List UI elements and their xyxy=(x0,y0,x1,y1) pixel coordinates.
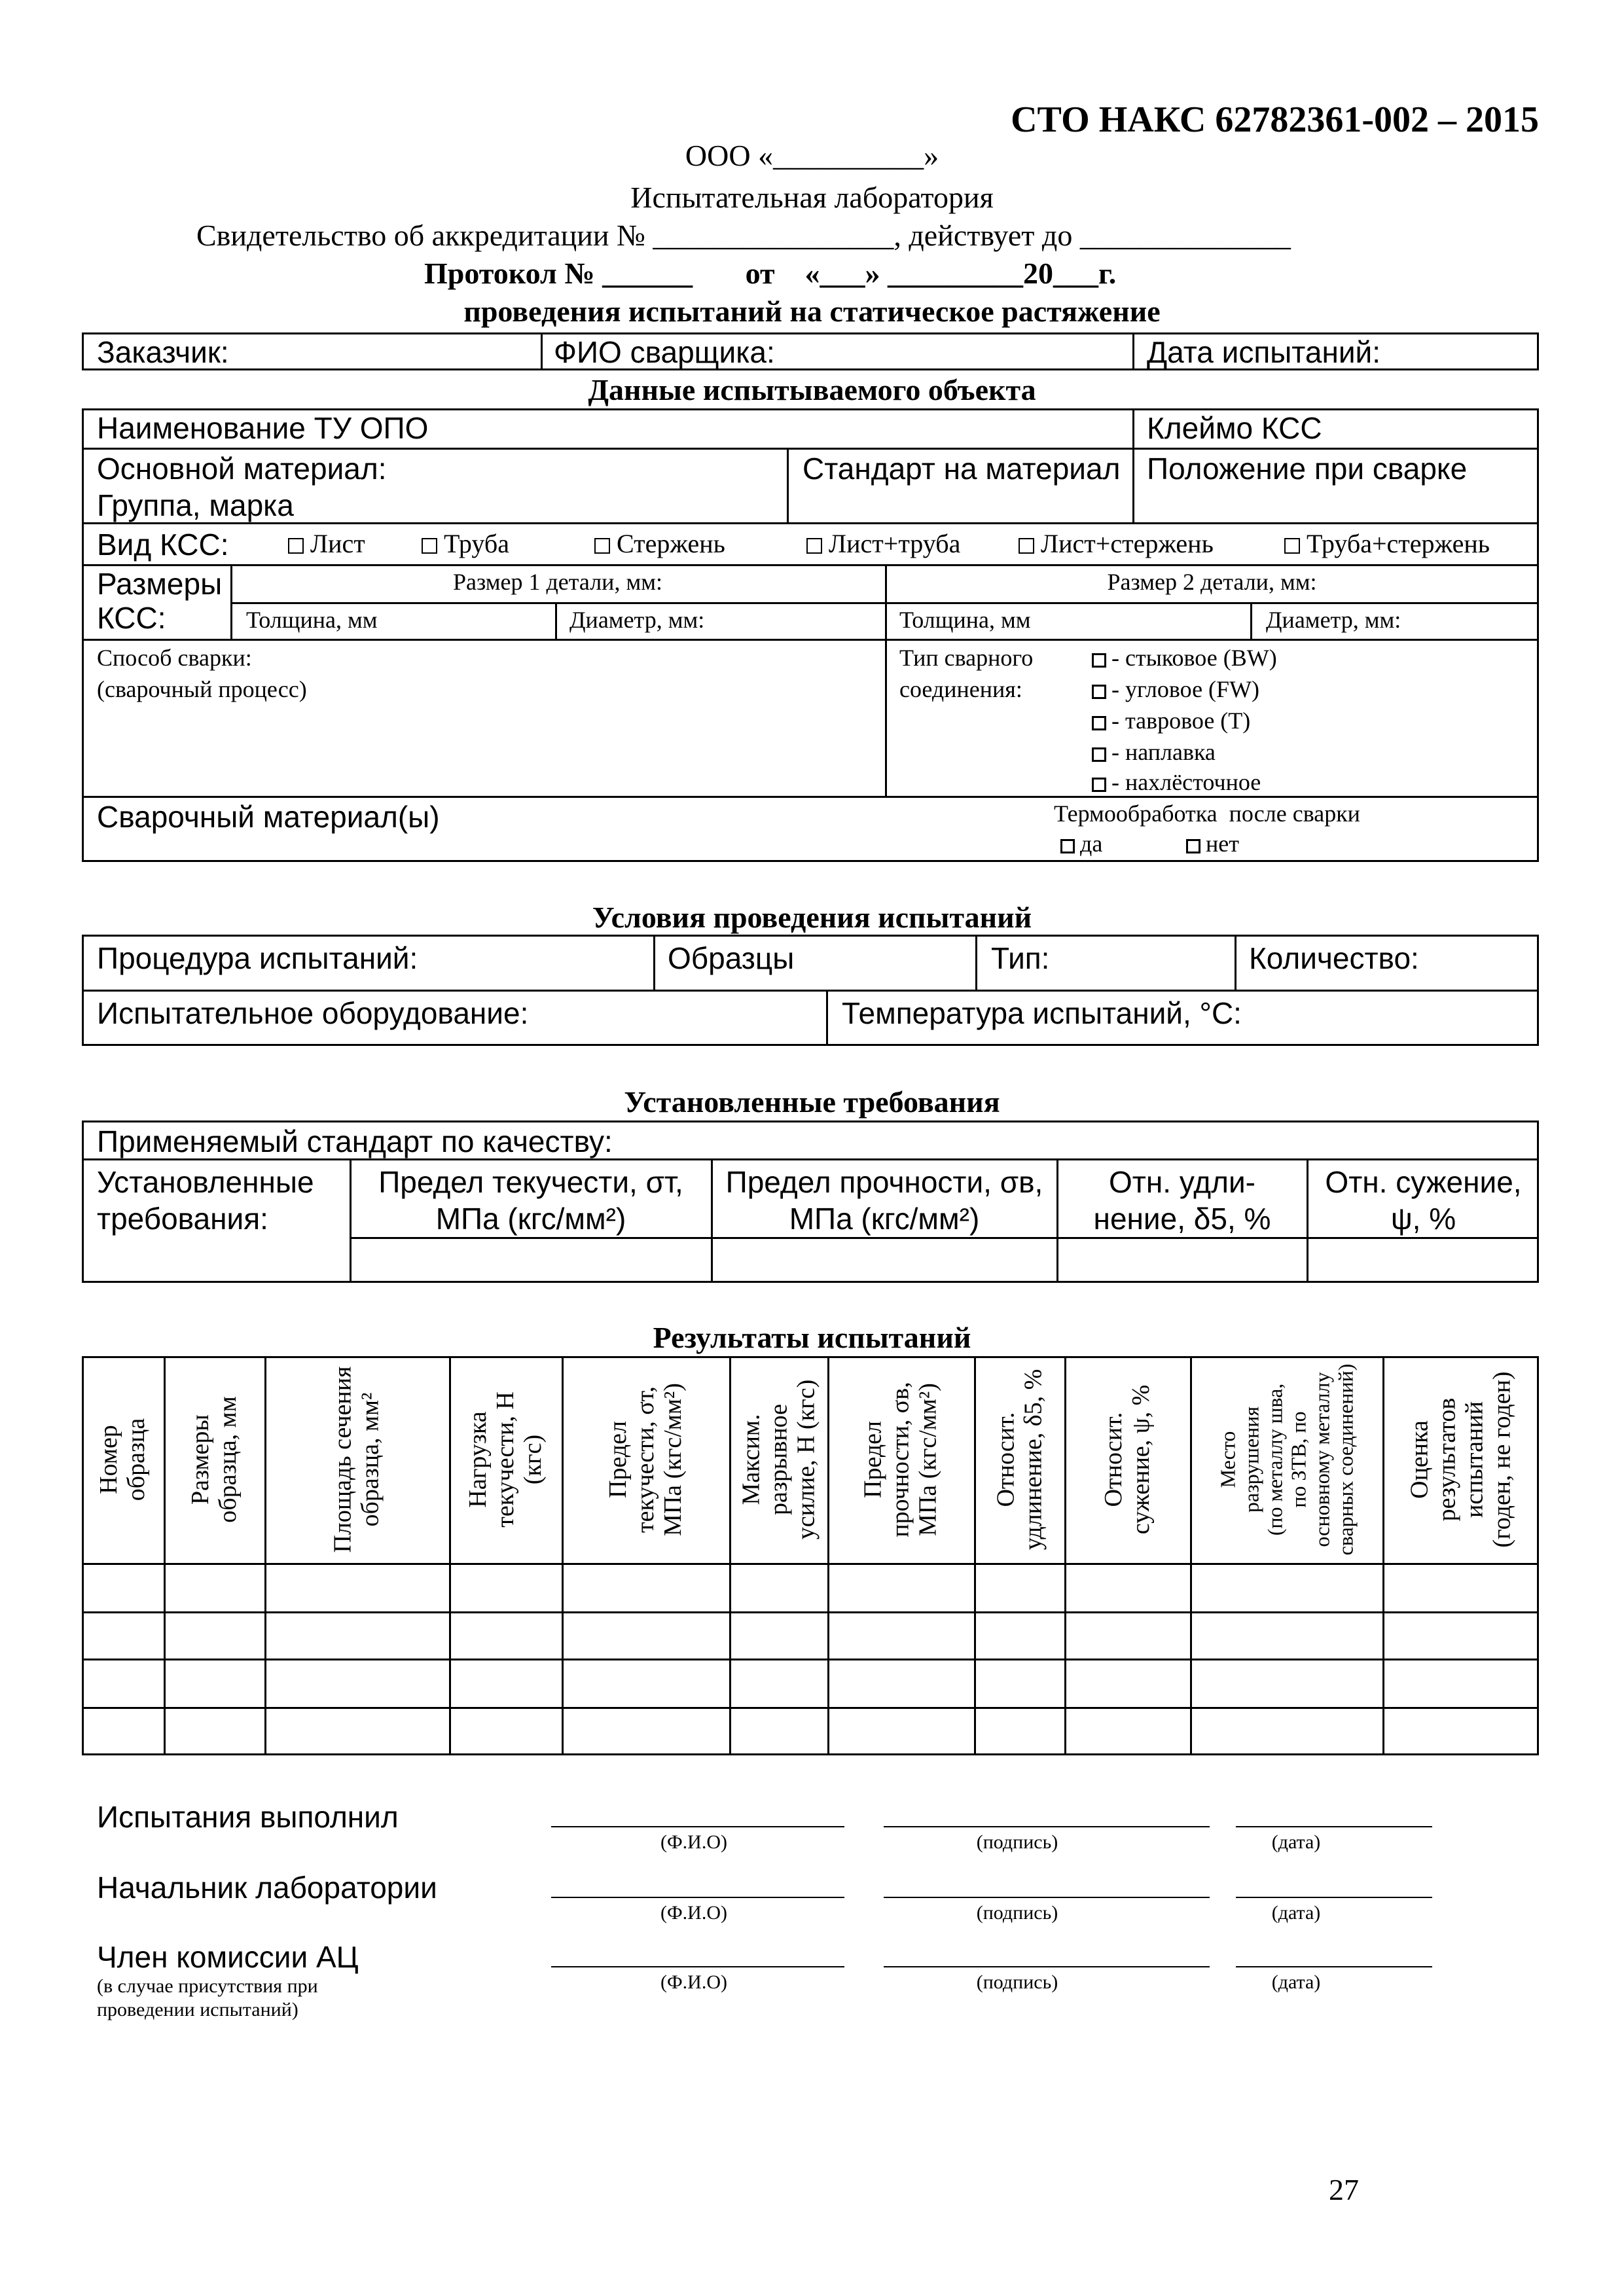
results-table-cell[interactable] xyxy=(729,1563,827,1611)
quantity-label: Количество: xyxy=(1249,941,1419,975)
temperature-label: Температура испытаний, °С: xyxy=(842,996,1242,1030)
weld-position-label: Положение при сварке xyxy=(1147,452,1468,486)
part2-size-label: Размер 2 детали, мм: xyxy=(1107,569,1317,595)
thickness2-label: Толщина, мм xyxy=(899,607,1031,633)
group-grade-label: Группа, марка xyxy=(97,488,294,522)
results-table-cell[interactable] xyxy=(1382,1659,1539,1707)
kss-type-label: Вид КСС: xyxy=(97,528,229,562)
signature-caption-sign: (подпись) xyxy=(976,1902,1058,1924)
results-column-header: Нагрузка текучести, Н (кгс) xyxy=(464,1391,547,1528)
heat-treatment-no[interactable]: нет xyxy=(1186,830,1239,857)
results-table-cell[interactable] xyxy=(1190,1563,1382,1611)
results-table-cell[interactable] xyxy=(1064,1659,1190,1707)
results-section-title: Результаты испытаний xyxy=(653,1321,971,1354)
signature-line[interactable] xyxy=(551,1897,844,1898)
results-table-cell[interactable] xyxy=(164,1563,264,1611)
checkbox-icon[interactable] xyxy=(1186,839,1200,853)
heat-treatment-label: Термообработка после сварки xyxy=(1054,800,1360,827)
results-table-cell[interactable] xyxy=(264,1611,449,1659)
weld-process-label: (сварочный процесс) xyxy=(97,676,307,702)
commission-note-2: проведении испытаний) xyxy=(97,1999,298,2020)
signature-caption-date: (дата) xyxy=(1271,1971,1321,1993)
checkbox-icon[interactable] xyxy=(422,538,437,554)
results-table-cell[interactable] xyxy=(449,1563,562,1611)
results-table-cell[interactable] xyxy=(974,1611,1064,1659)
welder-label: ФИО сварщика: xyxy=(554,335,775,369)
customer-label: Заказчик: xyxy=(97,335,229,369)
results-table-cell[interactable] xyxy=(729,1707,827,1755)
quality-standard-label: Применяемый стандарт по качеству: xyxy=(97,1124,613,1158)
results-table-cell[interactable] xyxy=(729,1659,827,1707)
results-table-cell[interactable] xyxy=(449,1659,562,1707)
results-table-cell[interactable] xyxy=(562,1611,729,1659)
tu-name-label: Наименование ТУ ОПО xyxy=(97,411,429,445)
signature-caption-sign: (подпись) xyxy=(976,1831,1058,1853)
results-column-header: Оценка результатов испытаний (годен, не годен) xyxy=(1405,1371,1516,1548)
checkbox-icon[interactable] xyxy=(1092,716,1106,730)
set-requirements-label-1: Установленные xyxy=(97,1165,314,1199)
checkbox-icon[interactable] xyxy=(806,538,822,554)
results-column-header: Относит. удлинение, δ5, % xyxy=(992,1369,1047,1551)
weld-method-label: Способ сварки: xyxy=(97,645,252,671)
checkbox-icon[interactable] xyxy=(1060,839,1075,853)
signature-line[interactable] xyxy=(1236,1826,1432,1827)
kss-type-sheet-rod[interactable]: Лист+стержень xyxy=(1019,529,1214,559)
signature-line[interactable] xyxy=(884,1826,1210,1827)
checkbox-icon[interactable] xyxy=(288,538,304,554)
procedure-label: Процедура испытаний: xyxy=(97,941,418,975)
results-table-cell[interactable] xyxy=(264,1707,449,1755)
results-table-cell[interactable] xyxy=(82,1611,164,1659)
elongation-header-1: Отн. удли- xyxy=(1109,1165,1255,1199)
diameter2-label: Диаметр, мм: xyxy=(1266,607,1401,633)
results-table-cell[interactable] xyxy=(164,1659,264,1707)
results-table-cell[interactable] xyxy=(82,1707,164,1755)
protocol-line: Протокол № ______ от «___» _________20___г. xyxy=(424,257,1117,290)
results-table-cell[interactable] xyxy=(82,1563,164,1611)
signature-caption-fio: (Ф.И.О) xyxy=(660,1971,727,1993)
results-table-cell[interactable] xyxy=(1064,1611,1190,1659)
performed-by-label: Испытания выполнил xyxy=(97,1800,399,1834)
specimens-label: Образцы xyxy=(668,941,795,975)
signature-line[interactable] xyxy=(1236,1966,1432,1967)
lab-name: Испытательная лаборатория xyxy=(630,181,994,214)
joint-type-fillet[interactable]: - угловое (FW) xyxy=(1092,675,1259,703)
results-column-header: Место разрушения (по металлу шва, по ЗТВ, по основному металлу сварных соединений) xyxy=(1215,1363,1357,1556)
signature-caption-fio: (Ф.И.О) xyxy=(660,1902,727,1924)
results-table-cell[interactable] xyxy=(729,1611,827,1659)
results-table-cell[interactable] xyxy=(449,1707,562,1755)
checkbox-icon[interactable] xyxy=(1019,538,1034,554)
elongation-header-2: нение, δ5, % xyxy=(1093,1202,1271,1236)
results-table-cell[interactable] xyxy=(264,1563,449,1611)
organization-line: ООО «__________» xyxy=(685,139,939,172)
base-material-label: Основной материал: xyxy=(97,452,387,486)
requirements-section-title: Установленные требования xyxy=(624,1085,1000,1119)
joint-type-tee[interactable]: - тавровое (T) xyxy=(1092,707,1250,734)
results-column-header: Размеры образца, мм xyxy=(187,1396,242,1523)
results-table-cell[interactable] xyxy=(82,1659,164,1707)
checkbox-icon[interactable] xyxy=(1092,653,1106,668)
equipment-label: Испытательное оборудование: xyxy=(97,996,529,1030)
yield-strength-header-2: МПа (кгс/мм²) xyxy=(435,1202,626,1236)
test-date-label: Дата испытаний: xyxy=(1147,335,1381,369)
page-number: 27 xyxy=(1329,2173,1359,2206)
results-column-header: Площадь сечения образца, мм² xyxy=(329,1366,385,1553)
part1-size-label: Размер 1 детали, мм: xyxy=(452,569,663,595)
results-column-header: Предел прочности, σв, МПа (кгс/мм²) xyxy=(859,1382,943,1537)
results-column-header: Максим. разрывное усилие, Н (кгс) xyxy=(737,1379,820,1540)
sizes-label: Размеры КСС: xyxy=(97,567,223,635)
results-column-header: Номер образца xyxy=(95,1418,151,1501)
tensile-strength-header-1: Предел прочности, σв, xyxy=(725,1165,1043,1199)
signature-caption-sign: (подпись) xyxy=(976,1971,1058,1993)
kss-mark-label: Клеймо КСС xyxy=(1147,411,1322,445)
thickness1-label: Толщина, мм xyxy=(246,607,378,633)
signature-line[interactable] xyxy=(884,1897,1210,1898)
results-table-cell[interactable] xyxy=(1190,1611,1382,1659)
reduction-header-2: ψ, % xyxy=(1390,1202,1456,1236)
results-table-cell[interactable] xyxy=(1382,1707,1539,1755)
diameter1-label: Диаметр, мм: xyxy=(569,607,705,633)
joint-type-label-2: соединения: xyxy=(899,676,1022,702)
results-table-cell[interactable] xyxy=(264,1659,449,1707)
signature-line[interactable] xyxy=(551,1826,844,1827)
checkbox-icon[interactable] xyxy=(1092,685,1106,699)
commission-member-label: Член комиссии АЦ xyxy=(97,1940,359,1974)
weld-consumables-label: Сварочный материал(ы) xyxy=(97,800,440,834)
checkbox-icon[interactable] xyxy=(1092,747,1106,762)
results-table-cell[interactable] xyxy=(827,1659,974,1707)
specimen-type-label: Тип: xyxy=(991,941,1050,975)
commission-note-1: (в случае присутствия при xyxy=(97,1975,318,1997)
joint-type-label-1: Тип сварного xyxy=(899,645,1034,671)
results-table-cell[interactable] xyxy=(164,1611,264,1659)
checkbox-icon[interactable] xyxy=(594,538,610,554)
results-table-cell[interactable] xyxy=(974,1659,1064,1707)
set-requirements-label-2: требования: xyxy=(97,1202,268,1236)
results-column-header: Предел текучести, σт, МПа (кгс/мм²) xyxy=(604,1383,687,1536)
results-table-cell[interactable] xyxy=(164,1707,264,1755)
accreditation-line: Свидетельство об аккредитации № ________________, действует до ______________ xyxy=(196,219,1291,252)
signature-caption-fio: (Ф.И.О) xyxy=(660,1831,727,1853)
results-column-header: Относит. сужение, ψ, % xyxy=(1100,1384,1155,1535)
signature-caption-date: (дата) xyxy=(1271,1831,1321,1853)
reduction-header-1: Отн. сужение, xyxy=(1325,1165,1522,1199)
signature-line[interactable] xyxy=(1236,1897,1432,1898)
results-table-cell[interactable] xyxy=(1190,1659,1382,1707)
results-table-cell[interactable] xyxy=(827,1611,974,1659)
heat-treatment-yes[interactable]: да xyxy=(1060,830,1102,857)
joint-type-lap[interactable]: - нахлёсточное xyxy=(1092,768,1261,796)
results-table-cell[interactable] xyxy=(1064,1707,1190,1755)
results-table-cell[interactable] xyxy=(1064,1563,1190,1611)
protocol-subtitle: проведения испытаний на статическое растяжение xyxy=(463,295,1161,328)
joint-type-butt[interactable]: - стыковое (BW) xyxy=(1092,644,1277,672)
tensile-strength-header-2: МПа (кгс/мм²) xyxy=(789,1202,980,1236)
results-table-cell[interactable] xyxy=(449,1611,562,1659)
conditions-section-title: Условия проведения испытаний xyxy=(592,901,1032,934)
results-table-cell[interactable] xyxy=(974,1707,1064,1755)
signature-line[interactable] xyxy=(884,1966,1210,1967)
results-table-cell[interactable] xyxy=(974,1563,1064,1611)
results-table-cell[interactable] xyxy=(562,1563,729,1611)
results-table-cell[interactable] xyxy=(1382,1563,1539,1611)
results-table-cell[interactable] xyxy=(827,1563,974,1611)
joint-type-overlay[interactable]: - наплавка xyxy=(1092,738,1216,766)
results-table-cell[interactable] xyxy=(562,1659,729,1707)
results-table-cell[interactable] xyxy=(562,1707,729,1755)
kss-type-pipe[interactable]: Труба xyxy=(422,529,509,559)
kss-type-sheet[interactable]: Лист xyxy=(288,529,365,559)
yield-strength-header-1: Предел текучести, σт, xyxy=(378,1165,683,1199)
kss-type-rod[interactable]: Стержень xyxy=(594,529,725,559)
results-table-cell[interactable] xyxy=(1190,1707,1382,1755)
checkbox-icon[interactable] xyxy=(1284,538,1300,554)
results-table-cell[interactable] xyxy=(1382,1611,1539,1659)
kss-type-pipe-rod[interactable]: Труба+стержень xyxy=(1284,529,1490,559)
object-section-title: Данные испытываемого объекта xyxy=(588,373,1036,406)
material-standard-label: Стандарт на материал xyxy=(803,452,1121,486)
checkbox-icon[interactable] xyxy=(1092,778,1106,792)
lab-head-label: Начальник лаборатории xyxy=(97,1871,437,1905)
results-table-cell[interactable] xyxy=(827,1707,974,1755)
kss-type-sheet-pipe[interactable]: Лист+труба xyxy=(806,529,960,559)
signature-line[interactable] xyxy=(551,1966,844,1967)
document-code: СТО НАКС 62782361-002 – 2015 xyxy=(1011,99,1539,140)
signature-caption-date: (дата) xyxy=(1271,1902,1321,1924)
